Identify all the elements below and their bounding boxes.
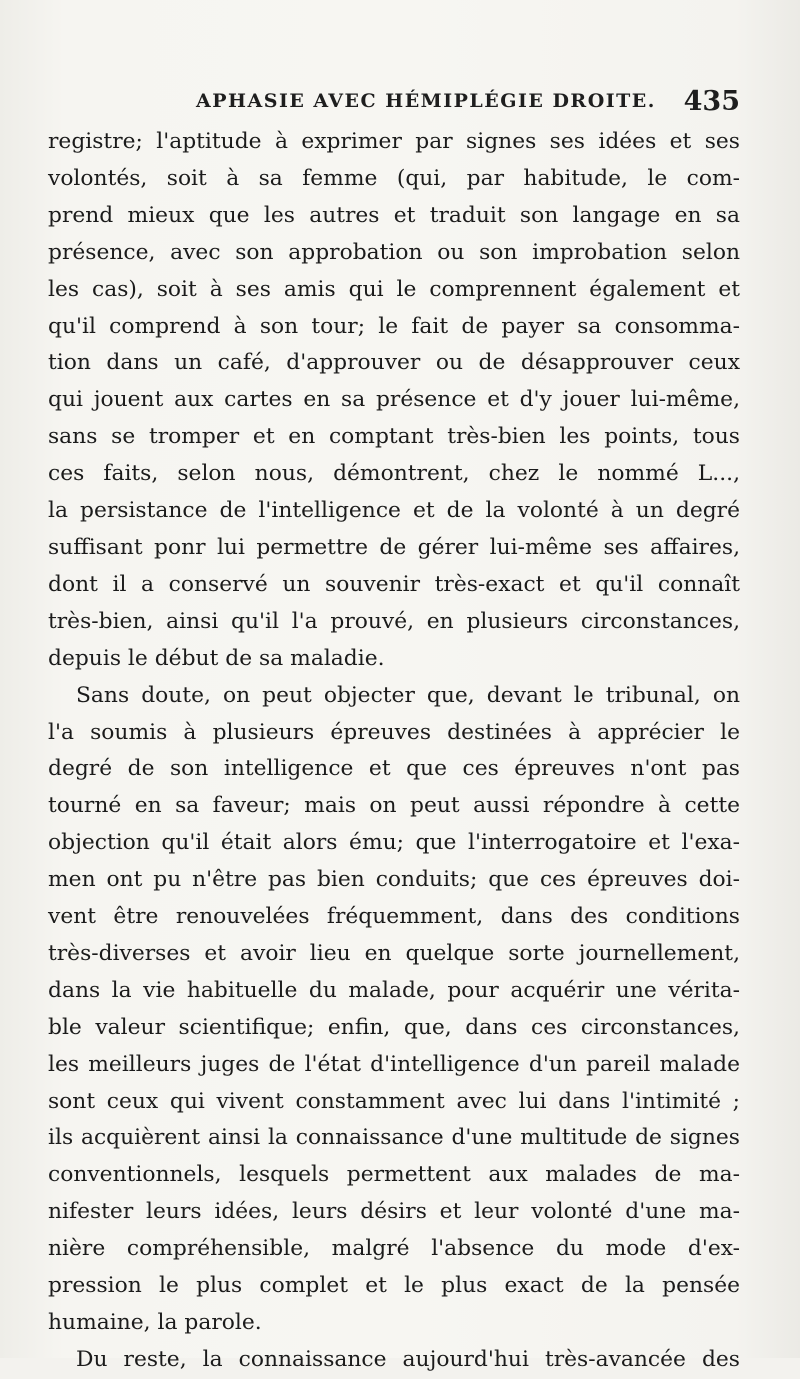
text-line: conventionnels, lesquels permettent aux malades de ma- — [48, 1162, 740, 1188]
text-line: qu'il comprend à son tour; le fait de payer sa consomma- — [48, 313, 740, 339]
text-line: très-bien, ainsi qu'il l'a prouvé, en plusieurs circonstances, — [48, 608, 740, 634]
text-line: suffisant ponr lui permettre de gérer lui-même ses affaires, — [48, 534, 740, 560]
text-line: depuis le début de sa maladie. — [48, 645, 385, 671]
text-line: degré de son intelligence et que ces épreuves n'ont pas — [48, 756, 740, 782]
text-line: les cas), soit à ses amis qui le comprennent également et — [48, 276, 740, 302]
text-line: nière compréhensible, malgré l'absence du mode d'ex- — [48, 1236, 740, 1262]
text-line: Sans doute, on peut objecter que, devant le tribunal, on — [76, 682, 740, 708]
text-line: registre; l'aptitude à exprimer par signes ses idées et ses — [48, 129, 740, 154]
text-line: dans la vie habituelle du malade, pour acquérir une vérita- — [48, 977, 740, 1003]
text-line: qui jouent aux cartes en sa présence et d'y jouer lui-même, — [48, 387, 740, 413]
text-line: tion dans un café, d'approuver ou de désapprouver ceux — [48, 350, 740, 376]
text-line: dont il a conservé un souvenir très-exact et qu'il connaît — [48, 571, 740, 597]
text-line: humaine, la parole. — [48, 1310, 262, 1335]
body-text — [48, 124, 740, 1379]
text-line: l'a soumis à plusieurs épreuves destinées à apprécier le — [48, 719, 740, 745]
text-line: Du reste, la connaissance aujourd'hui très-avancée des — [76, 1346, 740, 1372]
text-line: nifester leurs idées, leurs désirs et leur volonté d'une ma- — [48, 1199, 740, 1225]
text-line: volontés, soit à sa femme (qui, par habitude, le com- — [48, 165, 740, 191]
text-line: ces faits, selon nous, démontrent, chez le nommé L..., — [48, 461, 740, 487]
running-title: APHASIE AVEC HÉMIPLÉGIE DROITE. — [196, 90, 656, 112]
page-number: 435 — [683, 86, 740, 117]
text-line: la persistance de l'intelligence et de la volonté à un degré — [48, 498, 740, 524]
text-line: sont ceux qui vivent constamment avec lui dans l'intimité ; — [48, 1088, 740, 1114]
text-line: prend mieux que les autres et traduit son langage en sa — [48, 202, 740, 228]
text-line: les meilleurs juges de l'état d'intelligence d'un pareil malade — [48, 1051, 740, 1077]
text-line: très-diverses et avoir lieu en quelque sorte journellement, — [48, 940, 740, 966]
text-line: objection qu'il était alors ému; que l'interrogatoire et l'exa- — [48, 830, 740, 856]
text-line: sans se tromper et en comptant très-bien les points, tous — [48, 424, 740, 450]
text-line: men ont pu n'être pas bien conduits; que ces épreuves doi- — [48, 867, 740, 893]
page-header — [48, 86, 740, 126]
text-line: ils acquièrent ainsi la connaissance d'une multitude de signes — [48, 1125, 740, 1151]
text-line: vent être renouvelées fréquemment, dans des conditions — [48, 904, 740, 930]
text-line: présence, avec son approbation ou son improbation selon — [48, 239, 740, 265]
text-line: pression le plus complet et le plus exact de la pensée — [48, 1273, 740, 1299]
text-line: tourné en sa faveur; mais on peut aussi répondre à cette — [48, 793, 740, 819]
text-line: ble valeur scientifique; enfin, que, dans ces circonstances, — [48, 1014, 740, 1040]
